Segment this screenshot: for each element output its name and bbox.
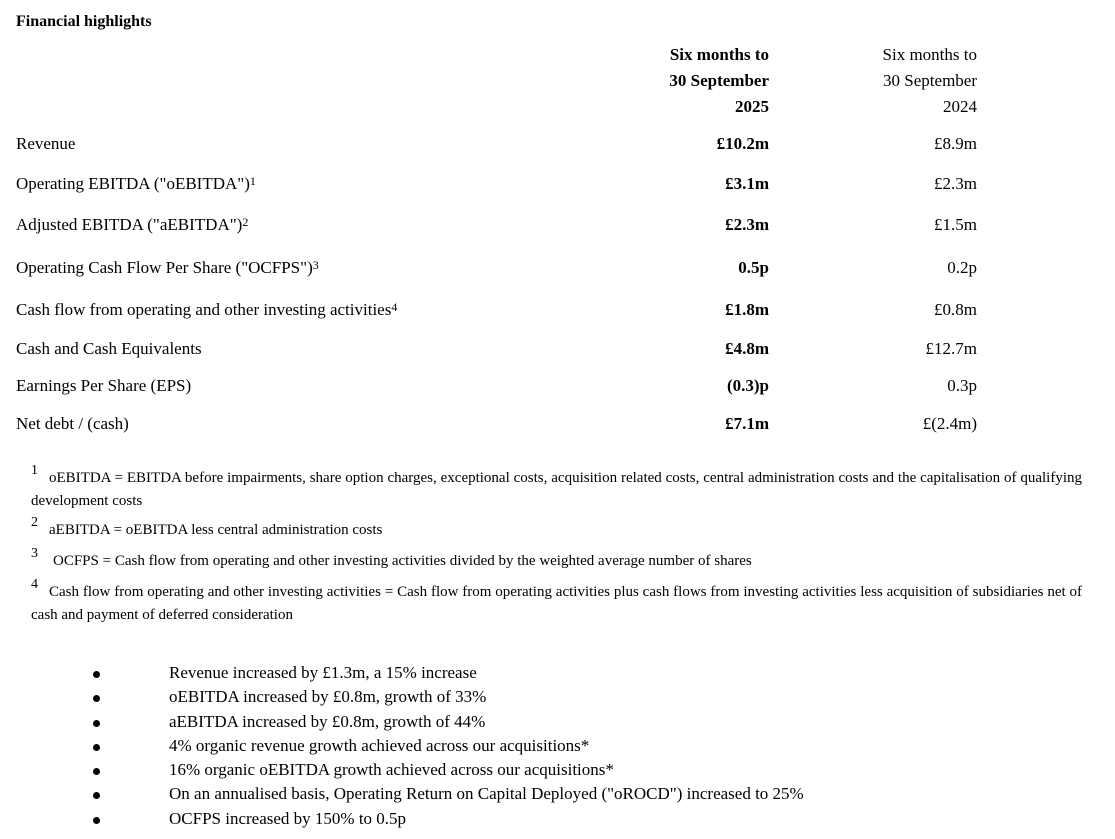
column-header-prior-line: Six months to xyxy=(882,45,977,64)
row-label-text: Adjusted EBITDA ("aEBITDA") xyxy=(16,215,243,234)
value-prior: £(2.4m) xyxy=(922,414,977,433)
list-item-text: OCFPS increased by 150% to 0.5p xyxy=(169,808,407,828)
column-header-prior xyxy=(757,42,977,120)
footnote-number: 2 xyxy=(31,515,38,530)
row-label-text: Earnings Per Share (EPS) xyxy=(16,376,192,395)
row-label-text: Operating EBITDA ("oEBITDA") xyxy=(16,174,250,193)
value-prior: £2.3m xyxy=(934,174,977,193)
row-label xyxy=(16,339,202,359)
bullet-icon xyxy=(93,720,100,727)
value-current: £7.1m xyxy=(725,414,769,433)
value-current: (0.3)p xyxy=(726,376,769,395)
bullet-icon xyxy=(93,768,100,775)
footnote xyxy=(31,546,1082,581)
footnote-text: oEBITDA = EBITDA before impairments, share option charges, exceptional costs, acquisition related costs, central administration costs and the capitalisation of qualifying development costs xyxy=(31,470,1082,509)
list-item-text: oEBITDA increased by £0.8m, growth of 33% xyxy=(169,687,487,707)
list-item-text: Revenue increased by £1.3m, a 15% increase xyxy=(169,663,477,682)
row-label-text: Revenue xyxy=(16,134,76,153)
value-current: £1.8m xyxy=(725,300,769,319)
row-label xyxy=(16,134,75,154)
list-item xyxy=(90,807,804,831)
column-header-current xyxy=(549,42,769,120)
column-header-prior-line: 2024 xyxy=(943,97,977,116)
list-item-text: 4% organic revenue growth achieved across our acquisitions* xyxy=(169,735,590,755)
list-item xyxy=(90,758,804,782)
row-label xyxy=(16,215,248,235)
page-title: Financial highlights xyxy=(16,13,152,30)
value-prior: £8.9m xyxy=(934,134,977,153)
list-item-text: On an annualised basis, Operating Return on Capital Deployed ("oROCD") increased to 25% xyxy=(169,784,804,804)
footnote xyxy=(31,515,1082,550)
row-label xyxy=(16,258,319,278)
value-prior: £12.7m xyxy=(925,339,977,358)
footnote xyxy=(31,577,1082,627)
value-current: £2.3m xyxy=(725,215,769,234)
table-row xyxy=(0,174,1115,200)
footnote-text: aEBITDA = oEBITDA less central administration costs xyxy=(49,522,383,538)
row-label-text: Cash and Cash Equivalents xyxy=(16,339,202,358)
bullet-icon xyxy=(93,671,100,678)
table-row xyxy=(0,300,1115,326)
list-item xyxy=(90,782,804,806)
list-item-text: aEBITDA increased by £0.8m, growth of 44% xyxy=(169,711,486,731)
value-current: £10.2m xyxy=(716,134,769,153)
footnote xyxy=(31,463,1082,515)
bullet-icon xyxy=(93,817,100,824)
table-row xyxy=(0,258,1115,284)
row-label xyxy=(16,174,256,194)
value-prior: £1.5m xyxy=(934,215,977,234)
bullet-icon xyxy=(93,695,100,702)
bullet-icon xyxy=(93,744,100,751)
value-current: £4.8m xyxy=(725,339,769,358)
value-prior: £0.8m xyxy=(934,300,977,319)
value-prior: 0.3p xyxy=(947,376,977,395)
table-row xyxy=(0,339,1115,365)
table-row xyxy=(0,376,1115,402)
column-header-prior-line: 30 September xyxy=(883,71,977,90)
column-header-current-line: 2025 xyxy=(735,97,769,116)
footnotes xyxy=(31,463,1082,627)
row-label-text: Operating Cash Flow Per Share ("OCFPS") xyxy=(16,258,313,277)
row-label xyxy=(16,300,397,320)
footnote-text: Cash flow from operating and other investing activities = Cash flow from operating activities plus cash flows from investing activities less acquisition of subsidiaries net of cash and payment of deferred consideration xyxy=(31,584,1082,623)
value-prior: 0.2p xyxy=(947,258,977,277)
footnote-text: OCFPS = Cash flow from operating and other investing activities divided by the weighted average number of shares xyxy=(53,553,752,569)
list-item xyxy=(90,661,804,685)
list-item xyxy=(90,685,804,709)
footnote-ref: 2 xyxy=(242,215,249,229)
row-label xyxy=(16,414,129,434)
table-row xyxy=(0,215,1115,241)
footnote-ref: 4 xyxy=(391,300,398,314)
footnote-number: 1 xyxy=(31,463,38,478)
row-label xyxy=(16,376,191,396)
row-label-text: Cash flow from operating and other investing activities xyxy=(16,300,392,319)
list-item xyxy=(90,710,804,734)
column-header-current-line: Six months to xyxy=(669,45,769,64)
footnote-number: 4 xyxy=(31,577,38,592)
list-item-text: 16% organic oEBITDA growth achieved across our acquisitions* xyxy=(169,760,614,780)
row-label-text: Net debt / (cash) xyxy=(16,414,129,433)
value-current: £3.1m xyxy=(725,174,769,193)
value-current: 0.5p xyxy=(738,258,769,277)
footnote-number: 3 xyxy=(31,546,38,561)
highlights-list xyxy=(90,661,804,831)
footnote-ref: 3 xyxy=(312,258,319,272)
list-item xyxy=(90,734,804,758)
bullet-icon xyxy=(93,792,100,799)
footnote-ref: 1 xyxy=(249,174,256,188)
column-header-current-line: 30 September xyxy=(669,71,769,90)
table-row xyxy=(0,134,1115,160)
table-row xyxy=(0,414,1115,440)
